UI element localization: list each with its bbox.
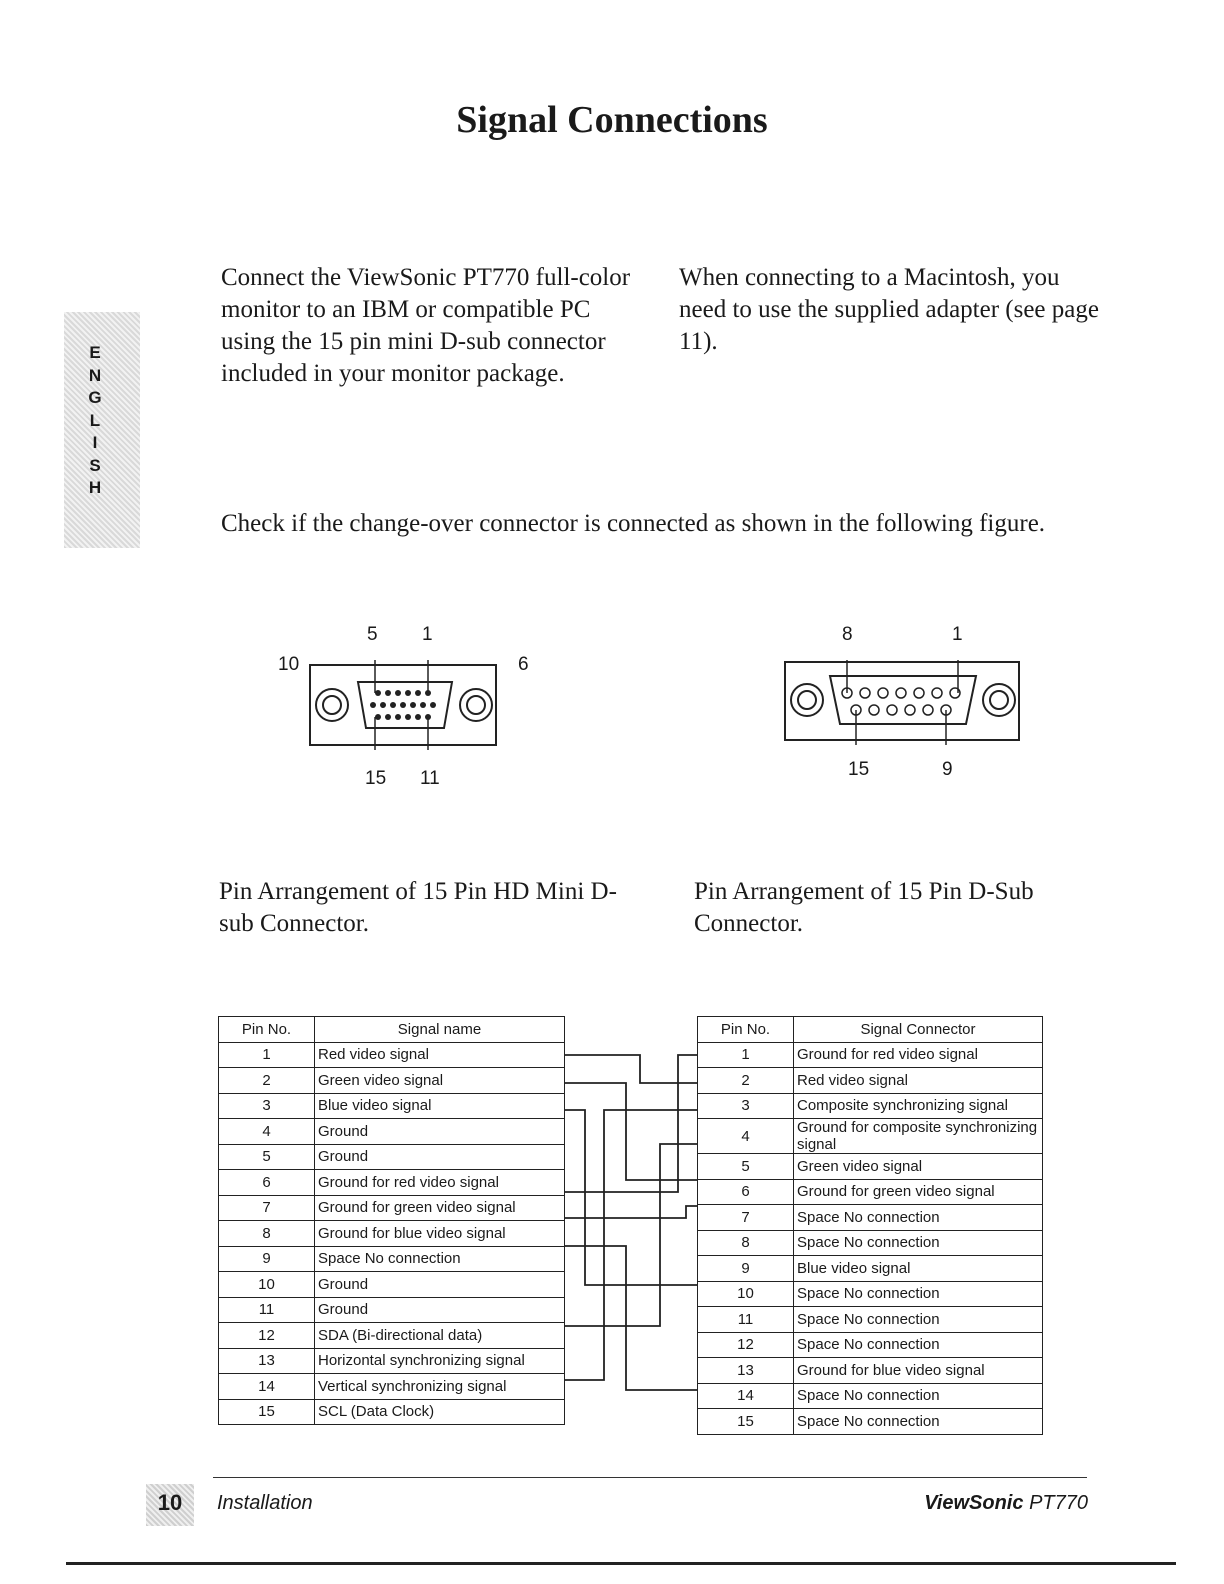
- hd-label-10: 10: [278, 654, 300, 675]
- header-pin-no: Pin No.: [219, 1017, 315, 1043]
- intro-right: When connecting to a Macintosh, you need to use the supplied adapter (see page 11).: [679, 264, 1099, 355]
- pin-number: 13: [219, 1348, 315, 1374]
- signal-name: SDA (Bi-directional data): [315, 1323, 565, 1349]
- signal-name: Ground for composite synchronizing signal: [794, 1119, 1043, 1154]
- signal-name: Green video signal: [315, 1068, 565, 1094]
- bottom-rule: [66, 1562, 1176, 1565]
- header-signal-name: Signal name: [315, 1017, 565, 1043]
- hd-label-6: 6: [518, 654, 529, 675]
- page-title: Signal Connections: [456, 99, 768, 141]
- signal-name: Blue video signal: [794, 1256, 1043, 1282]
- pin-number: 14: [698, 1383, 794, 1409]
- pin-number: 4: [698, 1119, 794, 1154]
- hd-label-1: 1: [422, 624, 433, 645]
- signal-name: Red video signal: [315, 1042, 565, 1068]
- pin-number: 12: [219, 1323, 315, 1349]
- page-number: 10: [157, 1490, 183, 1515]
- check-instruction: Check if the change-over connector is connected as shown in the following figure.: [221, 510, 1046, 537]
- pin-number: 6: [698, 1179, 794, 1205]
- pin-number: 8: [219, 1221, 315, 1247]
- pin-number: 14: [219, 1374, 315, 1400]
- signal-name: Space No connection: [315, 1246, 565, 1272]
- signal-name: Ground for blue video signal: [794, 1358, 1043, 1384]
- pin-number: 9: [219, 1246, 315, 1272]
- pin-number: 13: [698, 1358, 794, 1384]
- dsub-label-1: 1: [952, 624, 963, 645]
- signal-name: SCL (Data Clock): [315, 1399, 565, 1425]
- signal-name: Space No connection: [794, 1281, 1043, 1307]
- signal-name: Green video signal: [794, 1154, 1043, 1180]
- pin-number: 11: [698, 1307, 794, 1333]
- pin-number: 4: [219, 1119, 315, 1145]
- signal-name: Ground for green video signal: [315, 1195, 565, 1221]
- pin-number: 9: [698, 1256, 794, 1282]
- pin-number: 5: [219, 1144, 315, 1170]
- pin-number: 3: [219, 1093, 315, 1119]
- pin-number: 7: [219, 1195, 315, 1221]
- pin-number: 7: [698, 1205, 794, 1231]
- signal-name: Space No connection: [794, 1205, 1043, 1231]
- signal-name: Ground: [315, 1272, 565, 1298]
- signal-name: Space No connection: [794, 1409, 1043, 1435]
- footer-section: Installation: [217, 1492, 313, 1514]
- signal-name: Ground: [315, 1119, 565, 1145]
- signal-name: Ground for red video signal: [794, 1042, 1043, 1068]
- signal-name: Ground: [315, 1144, 565, 1170]
- pin-number: 3: [698, 1093, 794, 1119]
- signal-name: Ground for red video signal: [315, 1170, 565, 1196]
- signal-name: Space No connection: [794, 1307, 1043, 1333]
- signal-name: Space No connection: [794, 1332, 1043, 1358]
- pin-number: 2: [219, 1068, 315, 1094]
- pin-number: 10: [698, 1281, 794, 1307]
- footer-rule: [213, 1477, 1087, 1478]
- hd-label-15: 15: [365, 768, 387, 789]
- header-signal-connector: Signal Connector: [794, 1017, 1043, 1043]
- language-tab-label: ENGLISH: [88, 343, 102, 497]
- signal-name: Composite synchronizing signal: [794, 1093, 1043, 1119]
- signal-name: Ground for green video signal: [794, 1179, 1043, 1205]
- intro-left: Connect the ViewSonic PT770 full-color monitor to an IBM or compatible PC using the 15 pin mini D-sub connector included in your monitor package.: [221, 264, 631, 387]
- pin-number: 15: [698, 1409, 794, 1435]
- signal-name: Vertical synchronizing signal: [315, 1374, 565, 1400]
- footer-model: PT770: [1029, 1492, 1088, 1514]
- signal-name: Ground: [315, 1297, 565, 1323]
- signal-name: Space No connection: [794, 1230, 1043, 1256]
- pin-number: 1: [219, 1042, 315, 1068]
- signal-name: Space No connection: [794, 1383, 1043, 1409]
- footer-brand: ViewSonic: [924, 1492, 1024, 1514]
- signal-name: Ground for blue video signal: [315, 1221, 565, 1247]
- pin-number: 5: [698, 1154, 794, 1180]
- signal-name: Red video signal: [794, 1068, 1043, 1094]
- pin-number: 6: [219, 1170, 315, 1196]
- caption-dsub-connector: Pin Arrangement of 15 Pin D-Sub Connector.: [694, 878, 1034, 937]
- hd-label-11: 11: [420, 768, 440, 789]
- signal-name: Horizontal synchronizing signal: [315, 1348, 565, 1374]
- signal-name: Blue video signal: [315, 1093, 565, 1119]
- pin-number: 12: [698, 1332, 794, 1358]
- pin-number: 8: [698, 1230, 794, 1256]
- pin-number: 1: [698, 1042, 794, 1068]
- pin-number: 11: [219, 1297, 315, 1323]
- header-pin-no: Pin No.: [698, 1017, 794, 1043]
- pin-number: 15: [219, 1399, 315, 1425]
- dsub-label-9: 9: [942, 759, 953, 780]
- dsub-label-15: 15: [848, 759, 870, 780]
- caption-hd-connector: Pin Arrangement of 15 Pin HD Mini D-sub Connector.: [219, 878, 617, 937]
- pin-number: 10: [219, 1272, 315, 1298]
- pin-number: 2: [698, 1068, 794, 1094]
- hd-label-5: 5: [367, 624, 378, 645]
- footer-product: [924, 1492, 1088, 1515]
- dsub-label-8: 8: [842, 624, 853, 645]
